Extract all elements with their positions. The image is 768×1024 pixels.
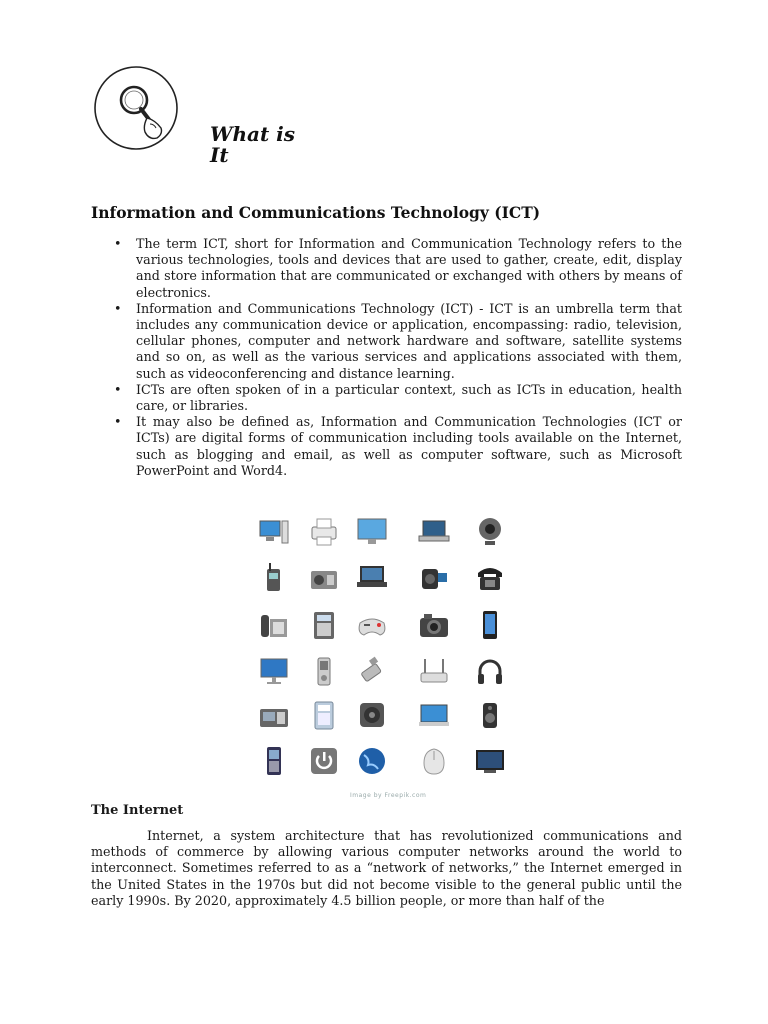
heading-line-1: What is (210, 122, 296, 146)
page-heading (210, 124, 295, 166)
internet-paragraph: Internet, a system architecture that has revolutionized communications and methods of commerce by allowing various computer networks around the world to interconnect. Sometimes referred to as a “network of networks,” the Internet emerged in the United States in the 1970s but did not become visible to the general public until the early 1990s. By 2020, approximately 4.5 billion people, or more than half of the (91, 828, 682, 908)
walkie-talkie-icon (258, 560, 290, 594)
bullet-icon: • (114, 381, 122, 397)
fax-machine-icon (258, 698, 290, 732)
image-credit: Image by Freepik.com (350, 792, 427, 799)
radio-icon (308, 560, 340, 594)
tablet-laptop-icon (418, 698, 450, 732)
camera-icon (418, 608, 450, 642)
gamepad-icon (356, 608, 388, 642)
telephone-icon (474, 560, 506, 594)
laptop-icon (418, 514, 450, 548)
bullet-icon: • (114, 300, 122, 316)
camcorder-icon (418, 560, 450, 594)
power-button-icon (308, 744, 340, 778)
magnifying-glass-logo-icon (92, 64, 180, 152)
webcam-icon (474, 514, 506, 548)
list-item (110, 382, 682, 414)
tv-icon (474, 744, 506, 778)
usb-drive-icon (356, 654, 388, 688)
netbook-icon (356, 560, 388, 594)
printer-icon (308, 514, 340, 548)
list-item-text: It may also be defined as, Information and Communication Technologies (ICT or ICTs) are digital forms of communication including tools available on the Internet, such as blogging and email, as well as computer software, such as Microsoft PowerPoint and Word4. (136, 414, 682, 478)
internet-title: The Internet (91, 803, 184, 818)
bullet-icon: • (114, 414, 122, 430)
mobile-phone-icon (258, 744, 290, 778)
calculator-icon (308, 608, 340, 642)
list-item (110, 236, 682, 301)
list-item (110, 301, 682, 382)
section-title: Information and Communications Technology (ICT) (91, 203, 541, 222)
router-icon (418, 654, 450, 688)
mp3-player-icon (308, 654, 340, 688)
desktop-computer-icon (258, 514, 290, 548)
mouse-icon (418, 744, 450, 778)
ict-devices-image (258, 510, 518, 800)
headphones-icon (474, 654, 506, 688)
list-item-text: The term ICT, short for Information and Communication Technology refers to the various technologies, tools and devices that are used to gather, create, edit, display and store information that are communicated or exchanged with others by means of electronics. (136, 236, 682, 300)
office-phone-icon (258, 608, 290, 642)
flat-monitor-icon (258, 654, 290, 688)
bullet-icon: • (114, 236, 122, 251)
list-item (110, 414, 682, 479)
monitor-icon (356, 514, 388, 548)
smartphone-icon (474, 608, 506, 642)
heading-line-2: It (210, 143, 229, 167)
list-item-text: ICTs are often spoken of in a particular context, such as ICTs in education, health care, or libraries. (136, 381, 682, 414)
portable-speaker-icon (474, 698, 506, 732)
globe-icon (356, 744, 388, 778)
speaker-icon (356, 698, 388, 732)
list-item-text: Information and Communications Technology (ICT) - ICT is an umbrella term that includes any communication device or application, encompassing: radio, television, cellular phones, computer and network hardware and software, satellite systems and so on, as well as the various services and applications associated with them, such as videoconferencing and distance learning. (136, 300, 682, 381)
keypad-phone-icon (308, 698, 340, 732)
bullet-list (110, 236, 682, 479)
